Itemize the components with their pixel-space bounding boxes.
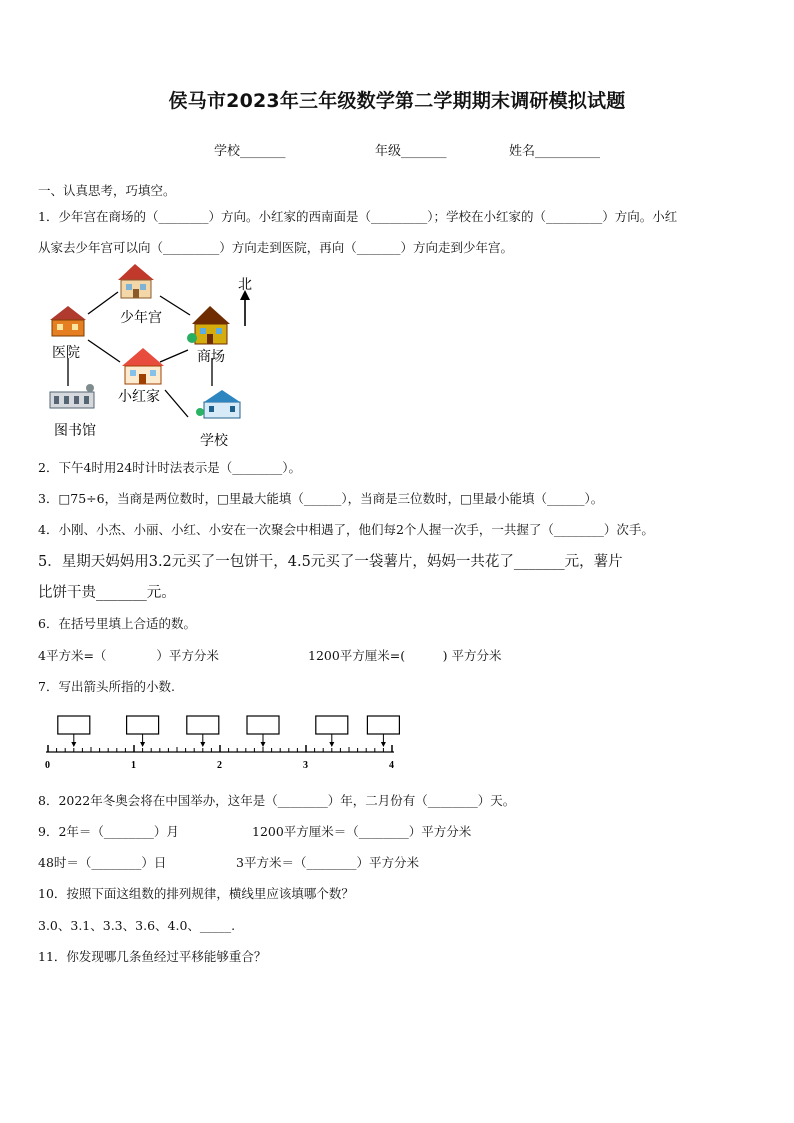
pointer-arrow-head [140,742,145,747]
map-line [88,292,118,314]
question-4: 4．小刚、小杰、小丽、小红、小安在一次聚会中相遇了，他们每2个人握一次手，一共握了（________）次手。 [38,522,654,537]
library-icon [50,384,94,408]
map-line [160,296,190,315]
hospital-house-icon [50,306,86,336]
number-line-tick-label: 4 [389,760,394,771]
shaoniangong-label: 少年宫 [120,311,162,326]
question-2: 2．下午4时用24时计时法表示是（________）。 [38,460,302,475]
school-field[interactable]: 学校_______ [214,144,286,159]
question-1-line-1: 1．少年宫在商场的（________）方向。小红家的西南面是（_________）；学校在小红家的（_________）方向。小红 [38,209,678,224]
question-9-part-a: 9．2年＝（________）月 [38,824,179,839]
question-1-line-2: 从家去少年宫可以向（_________）方向走到医院，再向（_______）方向走到少年宫。 [38,240,514,255]
map-line [160,350,188,362]
north-label: 北 [238,278,252,293]
number-line-tick-label: 2 [217,760,222,771]
shaoniangong-house-icon [118,264,154,298]
grade-field[interactable]: 年级_______ [375,144,447,159]
map-line [88,340,120,362]
question-6-part-a: 4平方米=（ ）平方分米 [38,648,219,663]
pointer-arrow-head [329,742,334,747]
answer-box[interactable] [127,716,159,734]
xiaohong-home-icon [122,348,164,384]
answer-box[interactable] [58,716,90,734]
answer-box[interactable] [247,716,279,734]
number-line-tick-label: 3 [303,760,308,771]
hospital-label: 医院 [52,346,80,361]
pointer-arrow-head [261,742,266,747]
number-line [38,710,408,774]
xiaohong-home-label: 小红家 [118,390,160,405]
question-10-sequence: 3.0、3.1、3.3、3.6、4.0、_____. [38,918,236,933]
number-line-tick-label: 0 [45,760,50,771]
question-8: 8．2022年冬奥会将在中国举办，这年是（________）年，二月份有（________）天。 [38,793,516,808]
school-icon [196,390,240,418]
question-3: 3．□75÷6，当商是两位数时，□里最大能填（______），当商是三位数时，□里最小能填（______）。 [38,491,604,506]
question-11: 11．你发现哪几条鱼经过平移能够重合？ [38,949,267,964]
question-9-part-d: 3平方米＝（________）平方分米 [236,855,419,870]
pointer-arrow-head [200,742,205,747]
name-field[interactable]: 姓名__________ [509,144,601,159]
direction-map [40,262,270,454]
question-9-part-b: 1200平方厘米＝（________）平方分米 [252,824,472,839]
question-10: 10．按照下面这组数的排列规律，横线里应该填哪个数？ [38,886,354,901]
mall-house-icon [187,306,230,344]
school-label: 学校 [200,434,228,449]
pointer-arrow-head [71,742,76,747]
question-6-part-b: 1200平方厘米=( ) 平方分米 [308,648,502,663]
question-5-line-2: 比饼干贵_______元。 [38,585,176,601]
library-label: 图书馆 [54,424,96,439]
map-line [165,390,188,417]
section-heading: 一、认真思考，巧填空。 [38,183,176,198]
question-6: 6．在括号里填上合适的数。 [38,616,196,631]
question-5-line-1: 5．星期天妈妈用3.2元买了一包饼干，4.5元买了一袋薯片，妈妈一共花了_______元，薯片 [38,554,623,570]
question-9-part-c: 48时＝（________）日 [38,855,167,870]
page-title: 侯马市2023年三年级数学第二学期期末调研模拟试题 [168,90,626,112]
number-line-tick-label: 1 [131,760,136,771]
answer-box[interactable] [367,716,399,734]
answer-box[interactable] [187,716,219,734]
pointer-arrow-head [381,742,386,747]
answer-box[interactable] [316,716,348,734]
mall-label: 商场 [197,350,225,365]
question-7: 7．写出箭头所指的小数. [38,679,175,694]
